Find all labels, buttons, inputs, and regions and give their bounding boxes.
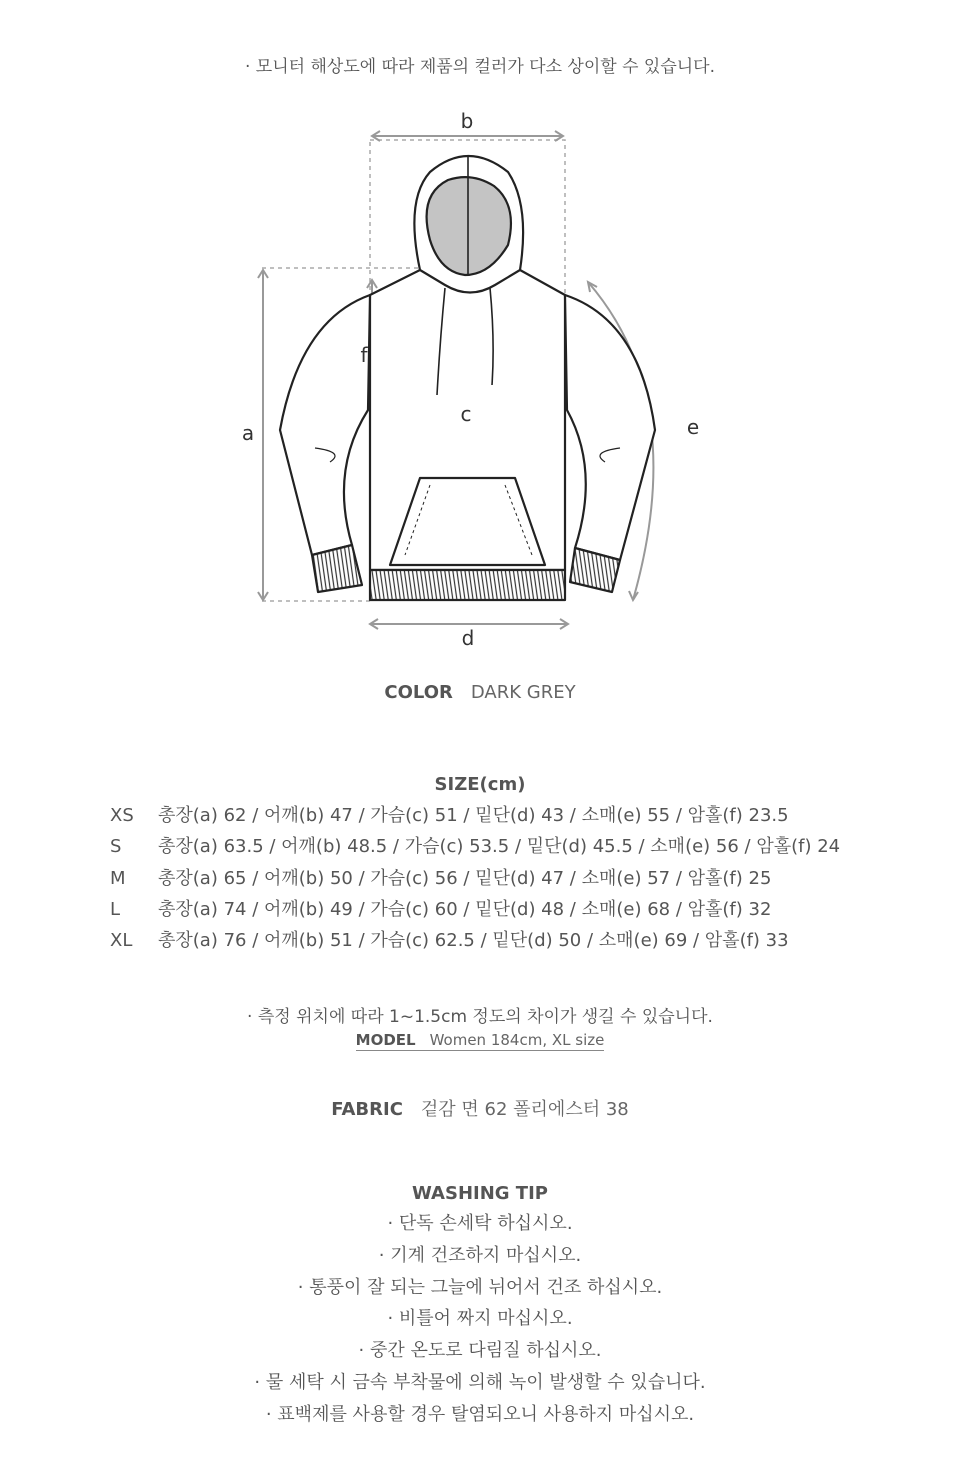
size-values: 총장(a) 74 / 어깨(b) 49 / 가슴(c) 60 / 밑단(d) 48 / 소매(e) 68 / 암홀(f) 32	[158, 898, 772, 920]
size-key: XS	[110, 805, 134, 826]
label-f: f	[360, 343, 368, 367]
fabric-value: 겉감 면 62 폴리에스터 38	[420, 1099, 629, 1120]
label-b: b	[460, 109, 474, 133]
size-key: XL	[110, 930, 133, 952]
washing-tip: · 표백제를 사용할 경우 탈염되오니 사용하지 마십시오.	[265, 1403, 695, 1425]
label-e: e	[686, 415, 700, 439]
color-info	[0, 682, 960, 703]
model-label: MODEL	[355, 1031, 416, 1049]
washing-tip: · 단독 손세탁 하십시오.	[387, 1213, 573, 1234]
model-value: Women 184cm, XL size	[429, 1031, 605, 1049]
size-row	[110, 831, 840, 862]
hoodie-measurement-diagram	[0, 95, 960, 665]
label-d: d	[461, 626, 475, 650]
size-row	[110, 800, 840, 831]
washing-tip: · 통풍이 잘 되는 그늘에 뉘어서 건조 하십시오.	[297, 1276, 663, 1298]
size-table	[110, 800, 840, 956]
size-key: L	[110, 898, 121, 920]
size-row	[110, 894, 840, 925]
washing-tips	[0, 1208, 960, 1431]
washing-tip: · 기계 건조하지 마십시오.	[378, 1244, 582, 1266]
hoodie-illustration	[280, 155, 655, 600]
label-c: c	[460, 402, 472, 426]
size-row	[110, 925, 840, 956]
washing-title: WASHING TIP	[412, 1183, 548, 1204]
model-info	[0, 1031, 960, 1049]
label-a: a	[241, 421, 255, 445]
size-key: S	[110, 836, 122, 858]
size-values: 총장(a) 65 / 어깨(b) 50 / 가슴(c) 56 / 밑단(d) 47 / 소매(e) 57 / 암홀(f) 25	[158, 867, 772, 889]
size-row	[110, 863, 840, 894]
size-values: 총장(a) 62 / 어깨(b) 47 / 가슴(c) 51 / 밑단(d) 43 / 소매(e) 55 / 암홀(f) 23.5	[158, 805, 789, 826]
measurement-note: · 측정 위치에 따라 1~1.5cm 정도의 차이가 생길 수 있습니다.	[247, 1007, 713, 1027]
washing-tip: · 비틀어 짜지 마십시오.	[387, 1308, 573, 1330]
monitor-notice: · 모니터 해상도에 따라 제품의 컬러가 다소 상이할 수 있습니다.	[245, 57, 715, 77]
washing-tip: · 물 세탁 시 금속 부착물에 의해 녹이 발생할 수 있습니다.	[254, 1371, 706, 1393]
color-label: COLOR	[384, 682, 453, 703]
size-values: 총장(a) 63.5 / 어깨(b) 48.5 / 가슴(c) 53.5 / 밑단(d) 45.5 / 소매(e) 56 / 암홀(f) 24	[158, 836, 841, 858]
color-value: DARK GREY	[470, 682, 576, 703]
size-key: M	[110, 867, 126, 889]
size-values: 총장(a) 76 / 어깨(b) 51 / 가슴(c) 62.5 / 밑단(d) 50 / 소매(e) 69 / 암홀(f) 33	[158, 930, 789, 952]
washing-tip: · 중간 온도로 다림질 하십시오.	[358, 1340, 602, 1362]
size-title: SIZE(cm)	[434, 774, 526, 795]
fabric-info	[0, 1095, 960, 1121]
fabric-label: FABRIC	[331, 1099, 403, 1120]
